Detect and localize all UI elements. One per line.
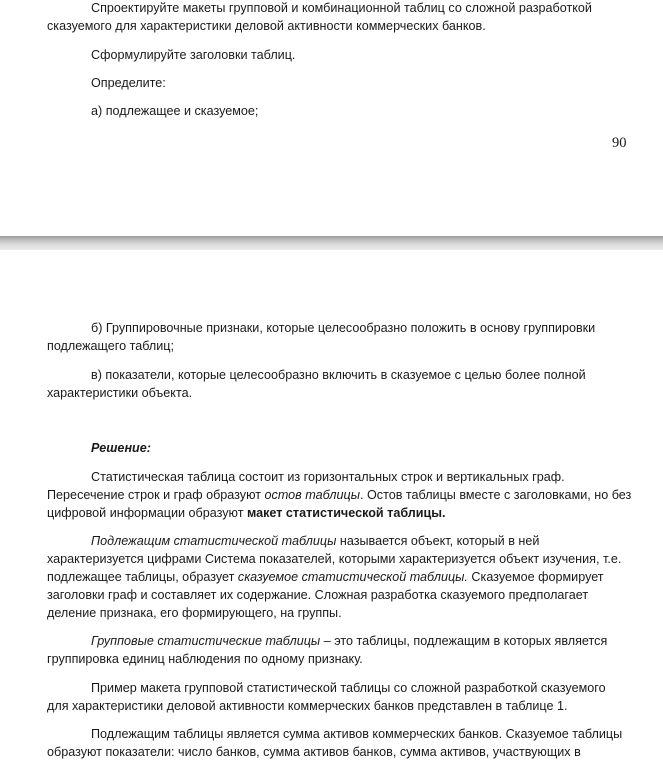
p2-line-5: деление признака, его формирующего, на группы. xyxy=(47,606,342,620)
p2-line-2: характеризуется цифрами Система показателей, которыми характеризуется объект изучения, т.е. xyxy=(47,552,622,566)
p4-line-2: для характеристики деловой активности коммерческих банков представлен в таблице 1. xyxy=(47,699,568,713)
p3-line-2: группировка единиц наблюдения по одному признаку. xyxy=(47,652,363,666)
p1-line-2-rest: . Остов таблицы вместе с заголовками, но без xyxy=(360,488,632,502)
item-v-line-1: в) показатели, которые целесообразно включить в сказуемое с целью более полной xyxy=(91,368,586,382)
term-table-layout: макет статистической таблицы. xyxy=(246,506,446,520)
task-line-2: сказуемого для характеристики деловой активности коммерческих банков. xyxy=(47,19,486,33)
item-b-line-2: подлежащего таблиц; xyxy=(47,339,174,353)
p1-line-3-text: цифровой информации образуют xyxy=(47,506,247,520)
item-a: а) подлежащее и сказуемое; xyxy=(91,104,259,118)
term-table-skeleton: остов таблицы xyxy=(264,488,360,502)
item-b xyxy=(47,319,619,355)
p2-line-3-text: подлежащее таблицы, образует xyxy=(47,570,238,584)
p1-line-2 xyxy=(47,486,632,504)
p2-line-3 xyxy=(47,568,619,586)
p2-line-1 xyxy=(47,532,619,550)
paragraph-table-structure xyxy=(47,468,632,522)
p1-line-1: Статистическая таблица состоит из горизонтальных строк и вертикальных граф. xyxy=(91,470,565,484)
task-line-1: Спроектируйте макеты групповой и комбинационной таблиц со сложной разработкой xyxy=(91,1,592,15)
document-page-top xyxy=(0,0,663,236)
item-b-line-1: б) Группировочные признаки, которые целесообразно положить в основу группировки xyxy=(91,321,596,335)
p1-line-3 xyxy=(47,504,619,522)
paragraph-group-tables xyxy=(47,632,619,668)
paragraph-example xyxy=(47,679,619,715)
p3-line-1 xyxy=(47,632,619,650)
item-v xyxy=(47,366,619,402)
page-number: 90 xyxy=(612,135,627,151)
p2-line-1-text: называется объект, который в ней xyxy=(336,534,540,548)
p5-line-1: Подлежащим таблицы является сумма активов коммерческих банков. Сказуемое таблицы xyxy=(91,727,623,741)
paragraph-subject-predicate xyxy=(47,532,622,622)
item-v-line-2: характеристики объекта. xyxy=(47,386,193,400)
p5-line-2: образуют показатели: число банков, сумма активов банков, сумма активов, участвующих в xyxy=(47,745,581,759)
solution-heading: Решение: xyxy=(91,441,151,455)
paragraph-subject-description xyxy=(47,725,623,761)
term-subject: Подлежащим статистической таблицы xyxy=(91,534,337,548)
page-separator xyxy=(0,236,663,250)
task-paragraph xyxy=(47,0,619,35)
determine-instruction: Определите: xyxy=(91,76,166,90)
p2-line-4: заголовки граф и составляет их содержание. Сложная разработка сказуемого предполагает xyxy=(47,588,589,602)
term-group-tables: Групповые статистические таблицы xyxy=(91,634,321,648)
document-page-bottom xyxy=(0,250,663,766)
p4-line-1: Пример макета групповой статистической таблицы со сложной разработкой сказуемого xyxy=(91,681,606,695)
formulate-instruction: Сформулируйте заголовки таблиц. xyxy=(91,48,296,62)
p3-line-1-text: – это таблицы, подлежащим в которых является xyxy=(320,634,608,648)
p1-line-2-text: Пересечение строк и граф образуют xyxy=(47,488,265,502)
p2-line-3-rest: Сказуемое формирует xyxy=(467,570,604,584)
term-predicate: сказуемое статистической таблицы. xyxy=(237,570,468,584)
